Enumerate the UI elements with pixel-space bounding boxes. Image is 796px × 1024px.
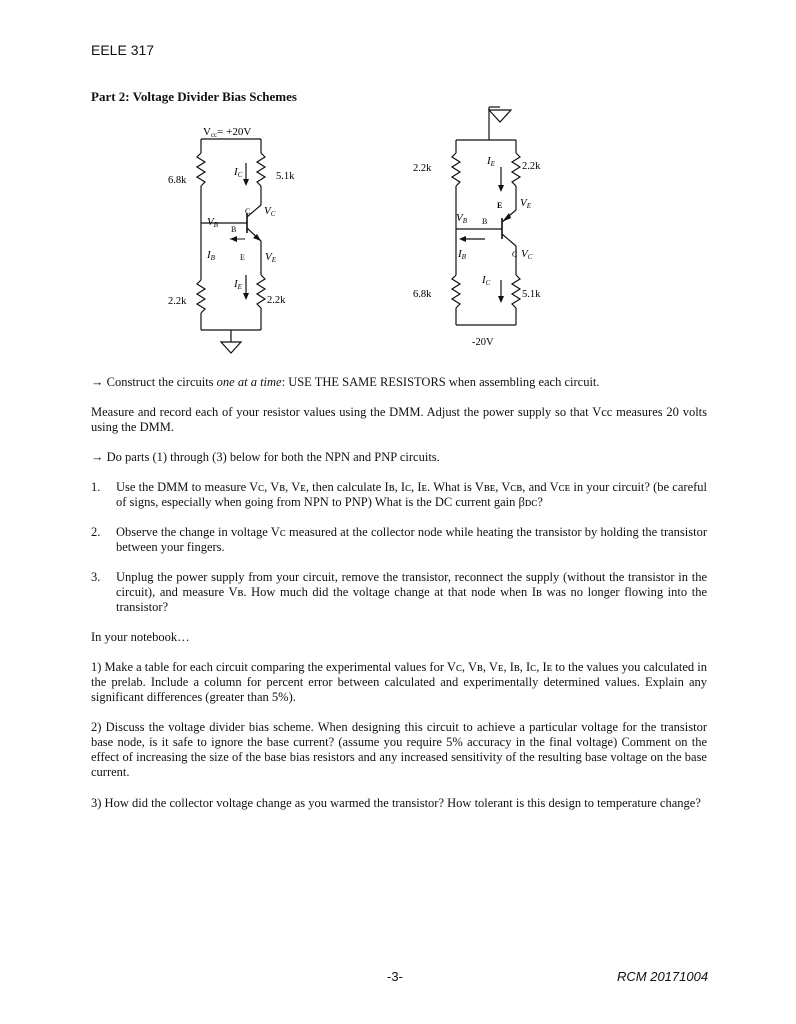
resistor-base-bottom: [197, 280, 205, 313]
step-text: Use the DMM to measure Vᴄ, Vʙ, Vᴇ, then calculate Iʙ, Iᴄ, Iᴇ. What is Vʙᴇ, Vᴄʙ, and Vᴄᴇ in your circuit? (be careful of signs, especially when going from NPN to PNP) What is the DC current gain βᴅᴄ?: [116, 480, 707, 509]
do-parts-instruction: → Do parts (1) through (3) below for both the NPN and PNP circuits.: [91, 450, 440, 464]
ground-icon: [489, 110, 511, 122]
resistor-base-top: [452, 153, 460, 186]
svg-text:VC: VC: [264, 205, 276, 218]
notebook-item: 1) Make a table for each circuit comparing the experimental values for Vᴄ, Vʙ, Vᴇ, Iʙ, Iᴄ, Iᴇ to the values you calculated in the prelab. Include a column for percent error between calculated and experimentally determined values. Explain any significant differences (greater than 5%).: [91, 660, 707, 704]
ground-icon: [221, 342, 241, 353]
footer-code: RCM 20171004: [617, 969, 709, 984]
resistor-collector: [257, 153, 265, 186]
svg-text:VE: VE: [265, 251, 277, 264]
measure-instruction: Measure and record each of your resistor values using the DMM. Adjust the power supply so that Vcc measures 20 volts using the DMM.: [91, 405, 707, 434]
construct-italic: one at a time: [216, 375, 282, 389]
svg-text:-20V: -20V: [472, 337, 494, 348]
resistor-base-top: [197, 153, 205, 186]
svg-text:IC: IC: [234, 166, 243, 179]
svg-text:5.1k: 5.1k: [522, 289, 541, 300]
svg-text:VC: VC: [521, 248, 533, 261]
svg-text:IE: IE: [234, 278, 242, 291]
construct-instruction: [91, 375, 707, 390]
course-code: EELE 317: [91, 42, 155, 58]
notebook-item: 2) Discuss the voltage divider bias scheme. When designing this circuit to achieve a particular voltage for the transistor base node, is it safe to ignore the base current? (assume you require 5% accuracy in the final voltage) Comment on the effect of increasing the size of the base bias resistors and any increased sensitivity of the resulting base voltage on the base current.: [91, 720, 707, 779]
svg-text:VB: VB: [456, 212, 468, 225]
notebook-item: 3) How did the collector voltage change as you warmed the transistor? How tolerant is this design to temperature change?: [91, 796, 701, 810]
step-number: 3.: [91, 570, 101, 584]
svg-text:2.2k: 2.2k: [522, 161, 541, 172]
notebook-heading: In your notebook…: [91, 630, 190, 644]
step-text: Unplug the power supply from your circuit, remove the transistor, reconnect the supply (without the transistor in the circuit), and measure Vʙ. How much did the voltage change at that node when Iʙ was no longer flowing into the transistor?: [116, 570, 707, 614]
svg-text:2.2k: 2.2k: [267, 295, 286, 306]
svg-text:E: E: [240, 253, 245, 262]
resistor-emitter: [512, 153, 520, 186]
svg-text:B: B: [482, 217, 488, 226]
svg-text:2.2k: 2.2k: [168, 296, 187, 307]
svg-text:IC: IC: [482, 274, 491, 287]
svg-text:B: B: [231, 225, 237, 234]
page-number: -3-: [387, 969, 403, 984]
svg-text:E: E: [497, 201, 503, 210]
resistor-collector: [512, 275, 520, 308]
construct-prefix: → Construct the circuits: [91, 375, 217, 389]
npn-circuit-diagram: [150, 115, 310, 360]
resistor-base-bottom: [452, 275, 460, 308]
svg-text:6.8k: 6.8k: [168, 175, 187, 186]
svg-text:2.2k: 2.2k: [413, 163, 432, 174]
svg-text:C: C: [245, 207, 251, 216]
svg-text:IB: IB: [458, 248, 466, 261]
step-number: 1.: [91, 480, 101, 494]
svg-text:VE: VE: [520, 197, 532, 210]
svg-text:Vcc= +20V: Vcc= +20V: [203, 126, 252, 139]
resistor-emitter: [257, 275, 265, 308]
svg-text:IB: IB: [207, 249, 215, 262]
svg-text:C: C: [512, 250, 518, 259]
svg-text:5.1k: 5.1k: [276, 171, 295, 182]
part-title: Part 2: Voltage Divider Bias Schemes: [91, 89, 297, 104]
svg-text:VB: VB: [207, 216, 219, 229]
svg-text:6.8k: 6.8k: [413, 289, 432, 300]
step-number: 2.: [91, 525, 101, 539]
step-text: Observe the change in voltage Vᴄ measured at the collector node while heating the transistor by holding the transistor between your fingers.: [116, 525, 707, 554]
pnp-circuit-diagram: [405, 100, 570, 355]
svg-text:IE: IE: [487, 155, 495, 168]
construct-suffix: : USE THE SAME RESISTORS when assembling each circuit.: [281, 375, 600, 389]
